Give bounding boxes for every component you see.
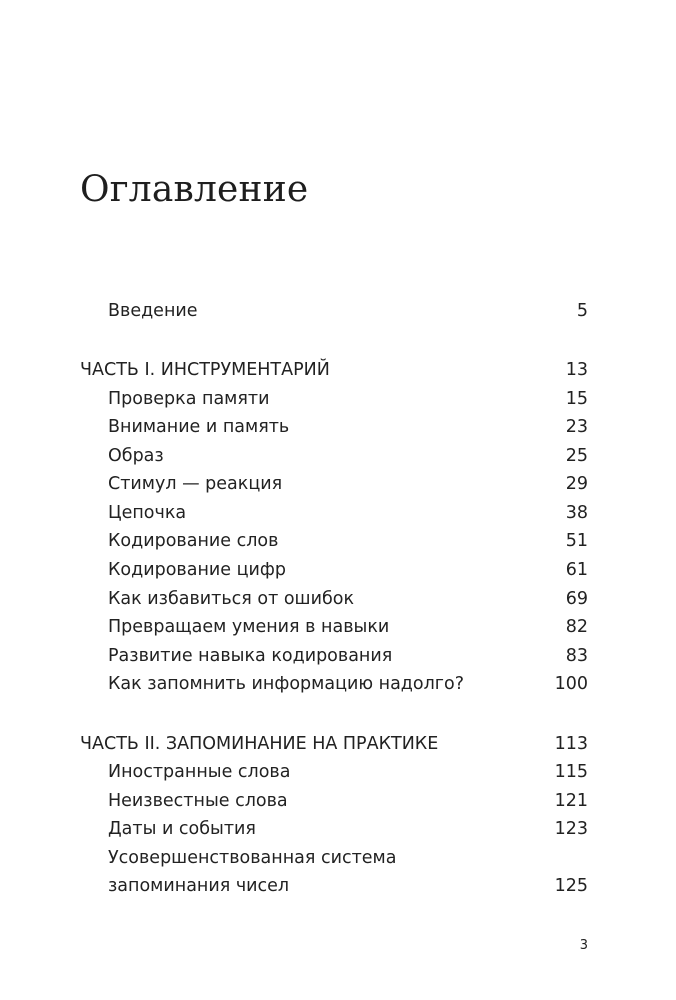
toc-entry-intro[interactable] bbox=[0, 297, 676, 325]
toc-entry-page: 83 bbox=[565, 646, 588, 666]
toc-entry-page: 125 bbox=[554, 876, 588, 896]
toc-entry-page: 5 bbox=[576, 301, 588, 321]
toc-entry-page: 29 bbox=[565, 474, 588, 494]
toc-entry[interactable] bbox=[0, 442, 676, 470]
toc-part-label: ЧАСТЬ I. ИНСТРУМЕНТАРИЙ bbox=[80, 360, 330, 380]
toc-entry[interactable] bbox=[0, 758, 676, 786]
toc-entry-label: запоминания чисел bbox=[108, 876, 290, 896]
toc-entry-page: 69 bbox=[565, 589, 588, 609]
toc-entry-page: 100 bbox=[554, 674, 588, 694]
toc-entry-page: 61 bbox=[565, 560, 588, 580]
toc-entry-label: Развитие навыка кодирования bbox=[108, 646, 393, 666]
toc-part-2[interactable] bbox=[0, 730, 676, 758]
toc-entry[interactable] bbox=[0, 815, 676, 843]
toc-entry-label: Даты и события bbox=[108, 819, 256, 839]
toc-entry[interactable] bbox=[0, 642, 676, 670]
toc-entry-page: 25 bbox=[565, 446, 588, 466]
toc-entry-label: Усовершенствованная система bbox=[108, 848, 397, 868]
toc-entry[interactable] bbox=[0, 613, 676, 641]
toc-part-page: 113 bbox=[554, 734, 588, 754]
toc-entry[interactable] bbox=[0, 787, 676, 815]
toc-entry-label: Как избавиться от ошибок bbox=[108, 589, 355, 609]
page-number: 3 bbox=[579, 938, 588, 953]
toc-entry[interactable] bbox=[0, 470, 676, 498]
toc-entry[interactable] bbox=[0, 385, 676, 413]
toc-entry-page: 123 bbox=[554, 819, 588, 839]
toc-entry-label: Иностранные слова bbox=[108, 762, 291, 782]
toc-entry-label: Кодирование цифр bbox=[108, 560, 286, 580]
toc-entry-label: Введение bbox=[108, 301, 198, 321]
toc-part-label: ЧАСТЬ II. ЗАПОМИНАНИЕ НА ПРАКТИКЕ bbox=[80, 734, 439, 754]
toc-entry-label: Проверка памяти bbox=[108, 389, 270, 409]
toc-entry[interactable] bbox=[0, 670, 676, 698]
toc-entry-page: 15 bbox=[565, 389, 588, 409]
toc-entry-label: Неизвестные слова bbox=[108, 791, 288, 811]
toc-entry[interactable] bbox=[0, 527, 676, 555]
toc-entry-page: 121 bbox=[554, 791, 588, 811]
toc-entry[interactable] bbox=[0, 413, 676, 441]
toc-entry[interactable] bbox=[0, 556, 676, 584]
toc-entry-label: Внимание и память bbox=[108, 417, 290, 437]
toc-entry-label: Цепочка bbox=[108, 503, 187, 523]
toc-entry-page: 38 bbox=[565, 503, 588, 523]
toc-entry[interactable] bbox=[0, 499, 676, 527]
toc-entry-page: 51 bbox=[565, 531, 588, 551]
toc-part-1[interactable] bbox=[0, 356, 676, 384]
toc-part-page: 13 bbox=[565, 360, 588, 380]
toc-entry-label: Кодирование слов bbox=[108, 531, 279, 551]
toc-entry-line2[interactable] bbox=[0, 872, 676, 900]
toc-entry-label: Стимул — реакция bbox=[108, 474, 283, 494]
toc-entry-line1[interactable] bbox=[0, 844, 676, 872]
toc-entry-label: Как запомнить информацию надолго? bbox=[108, 674, 464, 694]
toc-entry-page: 23 bbox=[565, 417, 588, 437]
toc-entry[interactable] bbox=[0, 585, 676, 613]
toc-entry-label: Превращаем умения в навыки bbox=[108, 617, 390, 637]
page-title: Оглавление bbox=[80, 169, 309, 210]
toc-entry-page: 115 bbox=[554, 762, 588, 782]
toc-entry-label: Образ bbox=[108, 446, 164, 466]
toc-entry-page: 82 bbox=[565, 617, 588, 637]
